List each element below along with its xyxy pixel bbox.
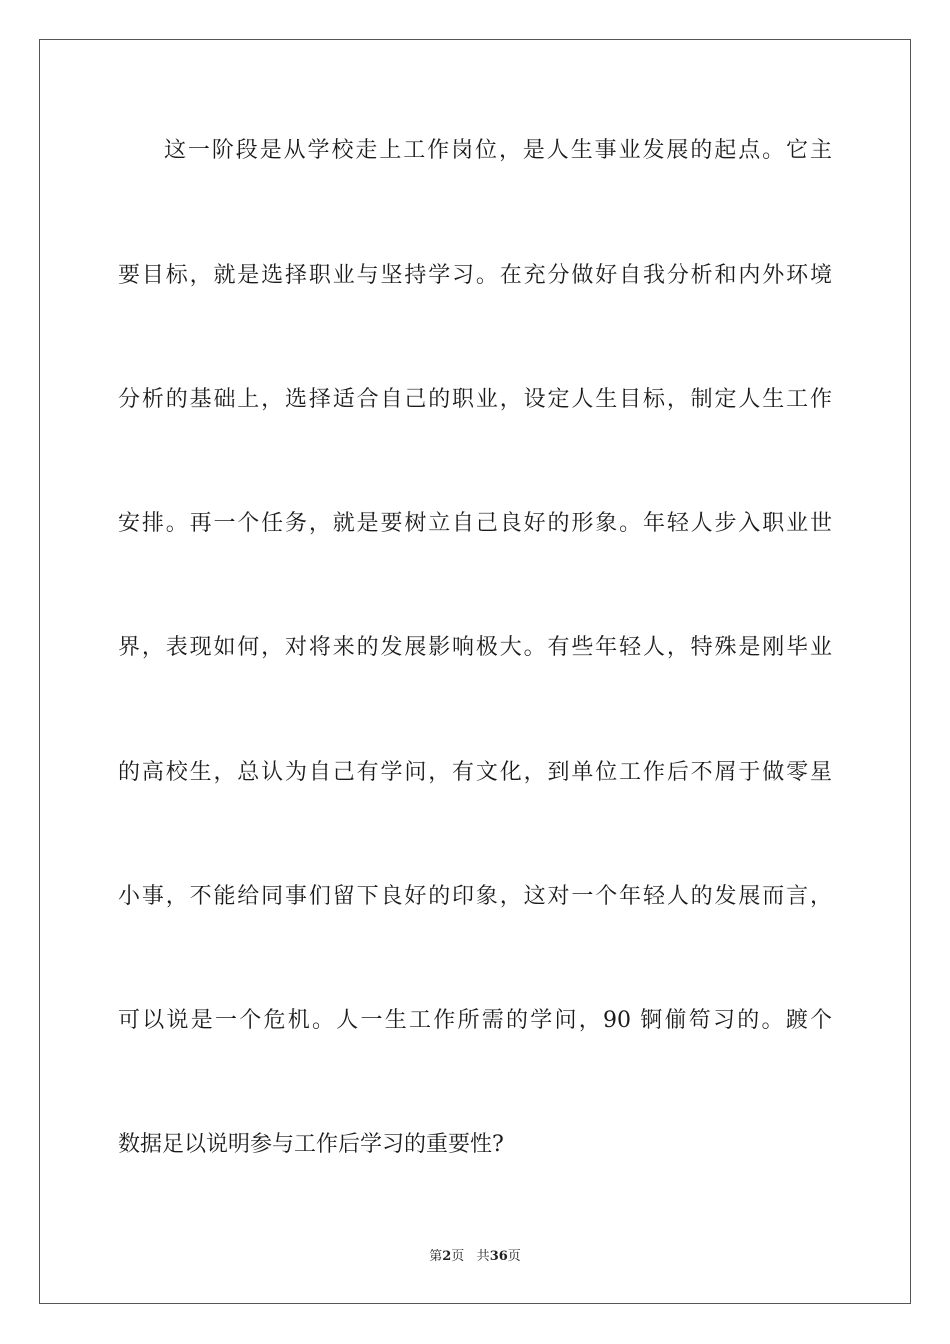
paragraph-line: 这一阶段是从学校走上工作岗位，是人生事业发展的起点。它主 xyxy=(164,138,832,163)
paragraph-line: 的高校生，总认为自己有学问，有文化，到单位工作后不屑于做零星 xyxy=(118,760,832,785)
page-border xyxy=(39,39,911,1304)
paragraph-line: 安排。再一个任务，就是要树立自己良好的形象。年轻人步入职业世 xyxy=(118,511,832,536)
paragraph-line: 分析的基础上，选择适合自己的职业，设定人生目标，制定人生工作 xyxy=(118,387,832,412)
page-prefix: 第 xyxy=(429,1249,443,1264)
paragraph-line: 要目标，就是选择职业与坚持学习。在充分做好自我分析和内外环境 xyxy=(118,263,832,288)
paragraph-line: 界，表现如何，对将来的发展影响极大。有些年轻人，特殊是刚毕业 xyxy=(118,635,832,660)
total-prefix: 共 xyxy=(476,1249,490,1264)
paragraph-line: 数据足以说明参与工作后学习的重要性? xyxy=(118,1132,504,1157)
page-footer xyxy=(0,1248,950,1266)
paragraph-line: 可以说是一个危机。人一生工作所需的学问，90 锕偂笱习的。踱个 xyxy=(118,1008,832,1033)
page-suffix: 页 xyxy=(451,1249,465,1264)
total-pages: 36 xyxy=(489,1249,508,1264)
page-number: 2 xyxy=(442,1249,452,1264)
total-suffix: 页 xyxy=(507,1249,521,1264)
paragraph-line: 小事，不能给同事们留下良好的印象，这对一个年轻人的发展而言， xyxy=(118,884,832,909)
